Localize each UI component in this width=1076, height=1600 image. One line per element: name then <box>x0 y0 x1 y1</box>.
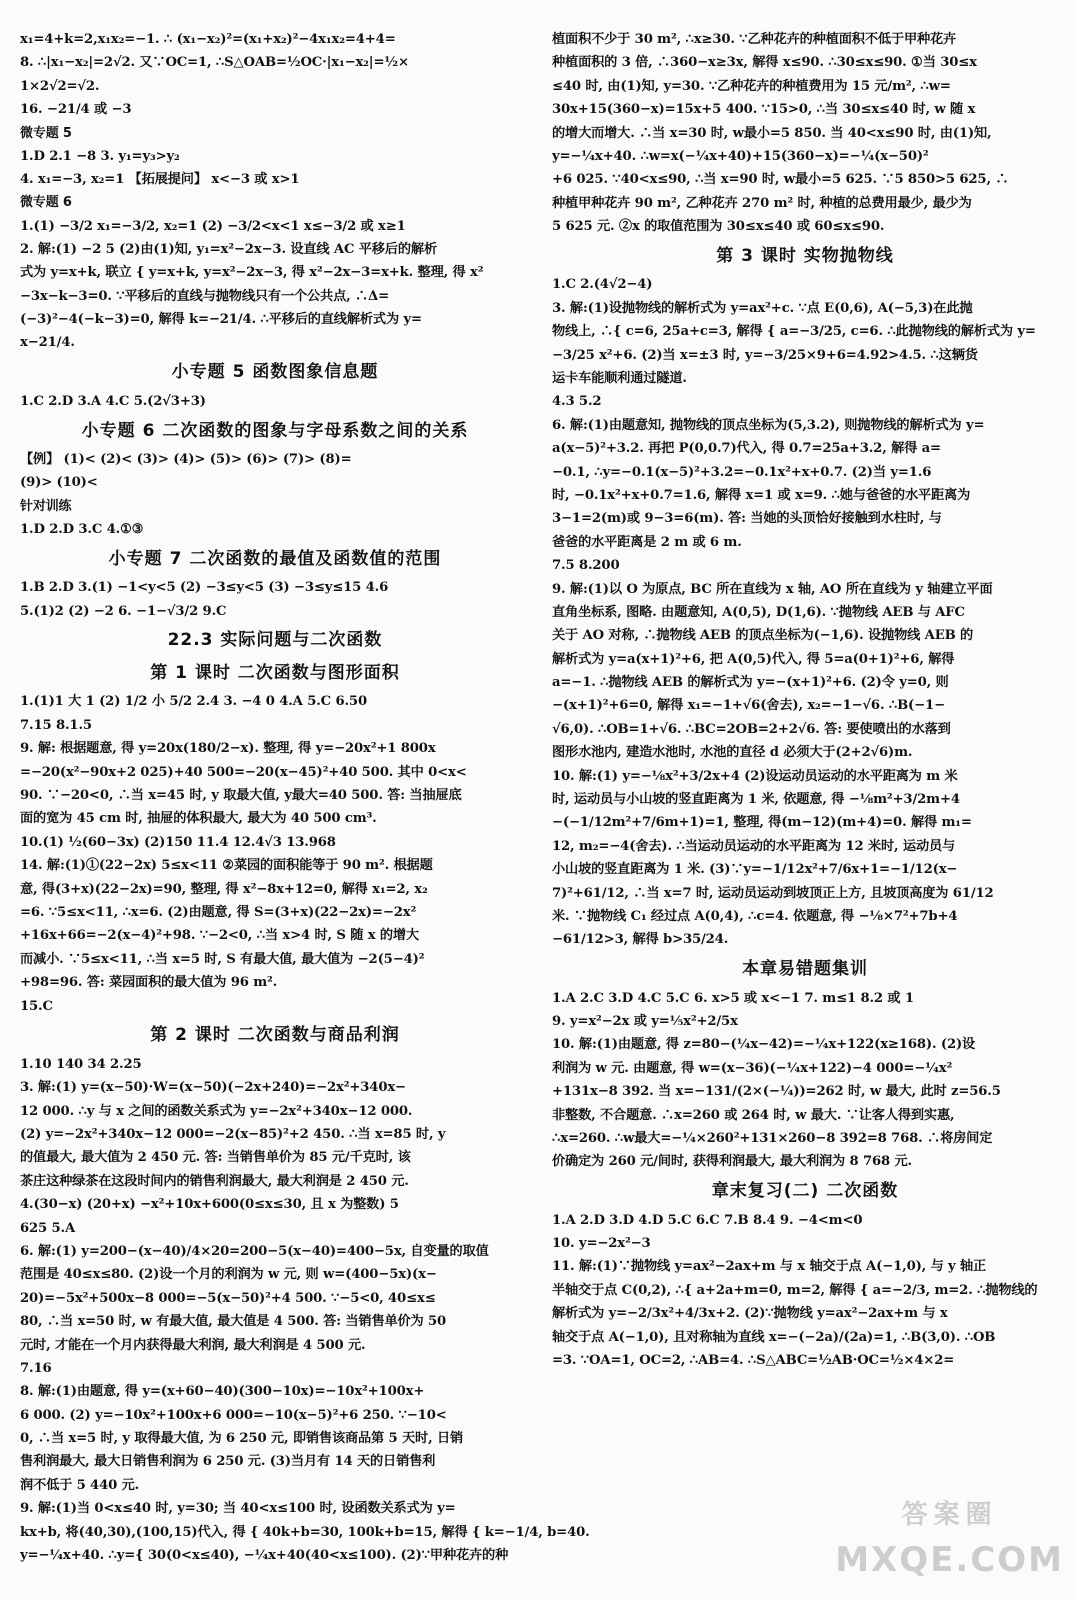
answer-line: 1.C 2.D 3.A 4.C 5.(2√3+3) <box>20 393 206 409</box>
answer-line: 4.3 5.2 <box>552 394 602 410</box>
answer-line: a(x−5)²+3.2. 再把 P(0,0.7)代入, 得 0.7=25a+3.2, 解得 a= <box>552 441 941 457</box>
site-watermark <box>835 1496 1064 1586</box>
answer-line: 价确定为 260 元/间时, 获得利润最大, 最大利润为 8 768 元. <box>552 1154 912 1170</box>
answer-line: −(x+1)²+6=0, 解得 x₁=−1+√6(舍去), x₂=−1−√6. ∴B(−1− <box>552 698 945 714</box>
answer-line: 6. 解:(1)由题意知, 抛物线的顶点坐标为(5,3.2), 则抛物线的解析式为 y= <box>552 417 985 433</box>
answer-line: 茶庄这种绿茶在这段时间内的销售利润最大, 最大利润是 2 450 元. <box>20 1173 409 1189</box>
answer-line: 解析式为 y=a(x+1)²+6, 把 A(0,5)代入, 得 5=a(0+1)²+6, 解得 <box>552 651 955 667</box>
answer-line: 8. 解:(1)由题意, 得 y=(x+60−40)(300−10x)=−10x²+100x+ <box>20 1384 425 1400</box>
answer-line: x₁=4+k=2,x₁x₂=−1. ∴ (x₁−x₂)²=(x₁+x₂)²−4x₁x₂=4+4= <box>20 32 396 47</box>
answer-line: −61/12>3, 解得 b>35/24. <box>552 932 729 948</box>
answer-line: 3. 解:(1) y=(x−50)·W=(x−50)(−2x+240)=−2x²+340x− <box>20 1080 406 1096</box>
answer-line: =−20(x²−90x+2 025)+40 500=−20(x−45)²+40 500. 其中 0<x< <box>20 764 467 780</box>
section-heading: 本章易错题集训 <box>742 959 868 980</box>
answer-line: (2) y=−2x²+340x−12 000=−2(x−85)²+2 450. ∴当 x=85 时, y <box>20 1126 446 1142</box>
answer-line: +98=96. 答: 菜园面积的最大值为 96 m². <box>20 975 278 991</box>
answer-line: 12 000. ∴y 与 x 之间的函数关系式为 y=−2x²+340x−12 000. <box>20 1103 413 1119</box>
answer-line: 解析式为 y=−2/3x²+4/3x+2. (2)∵抛物线 y=ax²−2ax+m 与 x <box>552 1306 948 1322</box>
answer-line: 售利润最大, 最大日销售利润为 6 250 元. (3)当月有 14 天的日销售利 <box>20 1454 436 1470</box>
answer-line: 0, ∴当 x=5 时, y 取得最大值, 为 6 250 元, 即销售该商品第 5 天时, 日销 <box>20 1431 464 1447</box>
answer-line: 1.B 2.D 3.(1) −1<y<5 (2) −3≤y<5 (3) −3≤y≤15 4.6 <box>20 580 389 596</box>
answer-line: 1.C 2.(4√2−4) <box>552 277 653 293</box>
answer-line: √6,0). ∴OB=1+√6. ∴BC=2OB=2+2√6. 答: 要使喷出的水落到 <box>552 721 951 737</box>
answer-line: 8. ∴|x₁−x₂|=2√2. 又∵OC=1, ∴S△OAB=½OC·|x₁−x₂|=½× <box>20 55 409 71</box>
section-heading: 小专题 6 二次函数的图象与字母系数之间的关系 <box>81 420 469 441</box>
answer-line: y=−¼x+40. ∴y={ 30(0<x≤40), −¼x+40(40<x≤100). (2)∵甲种花卉的种 <box>20 1548 509 1564</box>
section-heading: 第 3 课时 实物抛物线 <box>716 245 894 266</box>
answer-line: 种植面积的 3 倍, ∴360−x≥3x, 解得 x≤90. ∴30≤x≤90. ①当 30≤x <box>552 55 977 71</box>
answer-line: 图形水池内, 建造水池时, 水池的直径 d 必须大于(2+2√6)m. <box>552 745 913 761</box>
answer-line: 7.16 <box>20 1360 52 1376</box>
answer-line: 运卡车能顺利通过隧道. <box>552 370 687 386</box>
answer-line: 润不低于 5 440 元. <box>20 1477 140 1493</box>
watermark-text: MXQE.COM <box>835 1540 1064 1580</box>
answer-line: 1.D 2.D 3.C 4.①③ <box>20 521 144 537</box>
answer-line: 3−1=2(m)或 9−3=6(m). 答: 当她的头顶恰好接触到水柱时, 与 <box>552 511 942 527</box>
answer-line: 7)²+61/12, ∴当 x=7 时, 运动员运动到坡顶正上方, 且坡顶高度为 61/12 <box>552 885 994 901</box>
answer-line: +16x+66=−2(x−4)²+98. ∵−2<0, ∴当 x>4 时, S 随 x 的增大 <box>20 928 419 944</box>
answer-line: 小山坡的竖直距离为 1 米. (3)∵y=−1/12x²+7/6x+1=−1/12(x− <box>552 862 958 878</box>
answer-line: 5.(1)2 (2) −2 6. −1−√3/2 9.C <box>20 603 227 619</box>
answer-line: +6 025. ∵40<x≤90, ∴当 x=90 时, w最小=5 625. ∵5 850>5 625, ∴ <box>552 172 1009 188</box>
answer-line: (9)> (10)< <box>20 475 98 491</box>
answer-line: 6. 解:(1) y=200−(x−40)/4×20=200−5(x−40)=400−5x, 自变量的取值 <box>20 1243 489 1259</box>
answer-line: 米. ∵抛物线 C₁ 经过点 A(0,4), ∴c=4. 依题意, 得 −⅛×7²+7b+4 <box>552 908 958 924</box>
answer-line: 5 625 元. ②x 的取值范围为 30≤x≤40 或 60≤x≤90. <box>552 219 885 235</box>
answer-line: 9. y=x²−2x 或 y=⅕x²+2/5x <box>552 1014 738 1030</box>
section-heading: 第 1 课时 二次函数与图形面积 <box>150 662 400 683</box>
answer-line: 利润为 w 元. 由题意, 得 w=(x−36)(−¼x+122)−4 000=−¼x² <box>552 1060 953 1076</box>
answer-line: 9. 解:(1)当 0<x≤40 时, y=30; 当 40<x≤100 时, 设函数关系式为 y= <box>20 1501 456 1517</box>
answer-line: 范围是 40≤x≤80. (2)设一个月的利润为 w 元, 则 w=(400−5x)(x− <box>20 1267 437 1283</box>
subsection-label: 微专题 6 <box>20 195 72 211</box>
answer-line: 10. 解:(1)由题意, 得 z=80−(¼x−42)=−¼x+122(x≥168). (2)设 <box>552 1037 976 1053</box>
answer-line: +131x−8 392. 当 x=−131/(2×(−¼))=262 时, w 最大, 此时 z=56.5 <box>552 1084 1001 1100</box>
answer-line: −3x−k−3=0. ∵平移后的直线与抛物线只有一个公共点, ∴Δ= <box>20 288 390 304</box>
answer-line: 4.(30−x) (20+x) −x²+10x+600(0≤x≤30, 且 x 为整数) 5 <box>20 1197 399 1213</box>
answer-line: 的增大而增大. ∴当 x=30 时, w最小=5 850. 当 40<x≤90 时, 由(1)知, <box>552 125 992 141</box>
right-column <box>552 30 1058 1374</box>
answer-line: 非整数, 不合题意. ∴x=260 或 264 时, w 最大. ∵让客人得到实惠, <box>552 1107 955 1123</box>
answer-line: 6 000. (2) y=−10x²+100x+6 000=−10(x−5)²+6 250. ∵−10< <box>20 1407 447 1423</box>
answer-line: ∴x=260. ∴w最大=−¼×260²+131×260−8 392=8 768. ∴将房间定 <box>552 1131 993 1146</box>
answer-line: 10. 解:(1) y=−⅛x²+3/2x+4 (2)设运动员运动的水平距离为 m 米 <box>552 768 958 784</box>
answer-line: 植面积不少于 30 m², ∴x≥30. ∵乙种花卉的种植面积不低于甲种花卉 <box>552 32 957 47</box>
answer-line: x−21/4. <box>20 335 75 351</box>
answer-line: 1.10 140 34 2.25 <box>20 1056 142 1072</box>
answer-line: 1×2√2=√2. <box>20 78 100 94</box>
answer-line: 1.(1)1 大 1 (2) 1/2 小 5/2 2.4 3. −4 0 4.A 5.C 6.50 <box>20 694 367 710</box>
answer-line: 2. 解:(1) −2 5 (2)由(1)知, y₁=x²−2x−3. 设直线 AC 平移后的解析 <box>20 241 437 257</box>
answer-line: 1.(1) −3/2 x₁=−3/2, x₂=1 (2) −3/2<x<1 x≤−3/2 或 x≥1 <box>20 218 406 234</box>
subsection-label: 针对训练 <box>20 498 72 514</box>
answer-line: 【例】 (1)< (2)< (3)> (4)> (5)> (6)> (7)> (8)= <box>20 452 352 468</box>
answer-line: 10. y=−2x²−3 <box>552 1236 651 1252</box>
answer-line: (−3)²−4(−k−3)=0, 解得 k=−21/4. ∴平移后的直线解析式为 y= <box>20 312 422 328</box>
subsection-label: 微专题 5 <box>20 125 72 141</box>
answer-line: −3/25 x²+6. (2)当 x=±3 时, y=−3/25×9+6=4.92>4.5. ∴这辆货 <box>552 347 978 363</box>
answer-line: 9. 解: 根据题意, 得 y=20x(180/2−x). 整理, 得 y=−20x²+1 800x <box>20 741 436 757</box>
section-heading: 章末复习(二) 二次函数 <box>711 1181 899 1202</box>
answer-line: 625 5.A <box>20 1220 76 1236</box>
answer-line: 1.A 2.C 3.D 4.C 5.C 6. x>5 或 x<−1 7. m≤1 8.2 或 1 <box>552 990 914 1006</box>
answer-line: 爸爸的水平距离是 2 m 或 6 m. <box>552 534 742 550</box>
answer-line: 轴交于点 A(−1,0), 且对称轴为直线 x=−(−2a)/(2a)=1, ∴B(3,0). ∴OB <box>552 1329 996 1345</box>
answer-line: 9. 解:(1)以 O 为原点, BC 所在直线为 x 轴, AO 所在直线为 y 轴建立平面 <box>552 581 993 597</box>
answer-line: 14. 解:(1)①(22−2x) 5≤x<11 ②菜园的面积能等于 90 m². 根据题 <box>20 858 433 874</box>
answer-line: 而减小. ∵5≤x<11, ∴当 x=5 时, S 有最大值, 最大值为 −2(5−4)² <box>20 951 425 967</box>
answer-line: 1.A 2.D 3.D 4.D 5.C 6.C 7.B 8.4 9. −4<m<0 <box>552 1212 863 1228</box>
answer-line: =3. ∵OA=1, OC=2, ∴AB=4. ∴S△ABC=½AB·OC=½×4×2= <box>552 1353 955 1369</box>
answer-line: 12, m₂=−4(舍去). ∴当运动员运动的水平距离为 12 米时, 运动员与 <box>552 838 956 854</box>
answer-line: 16. −21/4 或 −3 <box>20 102 132 118</box>
answer-line: −(−1/12m²+7/6m+1)=1, 整理, 得(m−12)(m+4)=0. 解得 m₁= <box>552 815 972 831</box>
answer-line: −0.1, ∴y=−0.1(x−5)²+3.2=−0.1x²+x+0.7. (2)当 y=1.6 <box>552 464 932 480</box>
section-heading: 22.3 实际问题与二次函数 <box>167 630 383 651</box>
answer-line: 10.(1) ½(60−3x) (2)150 11.4 12.4√3 13.968 <box>20 834 336 850</box>
answer-line: 物线上, ∴{ c=6, 25a+c=3, 解得 { a=−3/25, c=6. ∴此抛物线的解析式为 y= <box>552 324 1036 340</box>
answer-line: 元时, 才能在一个月内获得最大利润, 最大利润是 4 500 元. <box>20 1337 366 1353</box>
answer-line: 7.5 8.200 <box>552 558 620 574</box>
answer-line: 15.C <box>20 998 53 1014</box>
answer-line: 意, 得(3+x)(22−2x)=90, 整理, 得 x²−8x+12=0, 解得 x₁=2, x₂ <box>20 881 428 897</box>
answer-line: 3. 解:(1)设抛物线的解析式为 y=ax²+c. ∵点 E(0,6), A(−5,3)在此抛 <box>552 300 973 316</box>
answer-line: 半轴交于点 C(0,2), ∴{ a+2a+m=0, m=2, 解得 { a=−2/3, m=2. ∴抛物线的 <box>552 1282 1038 1298</box>
answer-line: 面的宽为 45 cm 时, 抽屉的体积最大, 最大为 40 500 cm³. <box>20 811 377 827</box>
answer-line: 1.D 2.1 −8 3. y₁=y₃>y₂ <box>20 148 180 164</box>
answer-line: 80, ∴当 x=50 时, w 有最大值, 最大值是 4 500. 答: 当销售单价为 50 <box>20 1314 447 1330</box>
answer-line: a=−1. ∴抛物线 AEB 的解析式为 y=−(x+1)²+6. (2)令 y=0, 则 <box>552 675 949 691</box>
answer-line: 时, 运动员与小山坡的竖直距离为 1 米, 依题意, 得 −⅛m²+3/2m+4 <box>552 792 960 808</box>
answer-line: ≤40 时, 由(1)知, y=30. ∵乙种花卉的种植费用为 15 元/m², ∴w= <box>552 78 951 94</box>
answer-line: 种植甲种花卉 90 m², 乙种花卉 270 m² 时, 种植的总费用最少, 最少为 <box>552 195 972 211</box>
answer-line: 11. 解:(1)∵抛物线 y=ax²−2ax+m 与 x 轴交于点 A(−1,0), 与 y 轴正 <box>552 1259 987 1275</box>
answer-line: 关于 AO 对称, ∴抛物线 AEB 的顶点坐标为(−1,6). 设抛物线 AEB 的 <box>552 628 974 644</box>
answer-line: 30x+15(360−x)=15x+5 400. ∵15>0, ∴当 30≤x≤40 时, w 随 x <box>552 102 976 118</box>
watermark-chinese: 答案圈 <box>901 1500 998 1530</box>
section-heading: 第 2 课时 二次函数与商品利润 <box>150 1025 400 1046</box>
answer-line: 20)=−5x²+500x−8 000=−5(x−50)²+4 500. ∵−5<0, 40≤x≤ <box>20 1290 436 1306</box>
answer-line: 直角坐标系, 图略. 由题意知, A(0,5), D(1,6). ∵抛物线 AEB 与 AFC <box>552 604 965 620</box>
answer-line: 的值最大, 最大值为 2 450 元. 答: 当销售单价为 85 元/千克时, 该 <box>20 1150 411 1166</box>
answer-line: 4. x₁=−3, x₂=1 【拓展提问】 x<−3 或 x>1 <box>20 172 300 188</box>
answer-line: 式为 y=x+k, 联立 { y=x+k, y=x²−2x−3, 得 x²−2x−3=x+k. 整理, 得 x² <box>20 265 484 281</box>
answer-line: kx+b, 将(40,30),(100,15)代入, 得 { 40k+b=30, 100k+b=15, 解得 { k=−1/4, b=40. <box>20 1524 590 1540</box>
answer-line: y=−¼x+40. ∴w=x(−¼x+40)+15(360−x)=−¼(x−50)² <box>552 148 929 164</box>
answer-line: 7.15 8.1.5 <box>20 717 92 733</box>
section-heading: 小专题 5 函数图象信息题 <box>171 362 379 383</box>
answer-line: =6. ∵5≤x<11, ∴x=6. (2)由题意, 得 S=(3+x)(22−2x)=−2x² <box>20 904 417 920</box>
section-heading: 小专题 7 二次函数的最值及函数值的范围 <box>108 548 442 569</box>
answer-line: 90. ∵−20<0, ∴当 x=45 时, y 取最大值, y最大=40 500. 答: 当抽屉底 <box>20 788 462 803</box>
answer-line: 时, −0.1x²+x+0.7=1.6, 解得 x=1 或 x=9. ∴她与爸爸的水平距离为 <box>552 487 971 503</box>
